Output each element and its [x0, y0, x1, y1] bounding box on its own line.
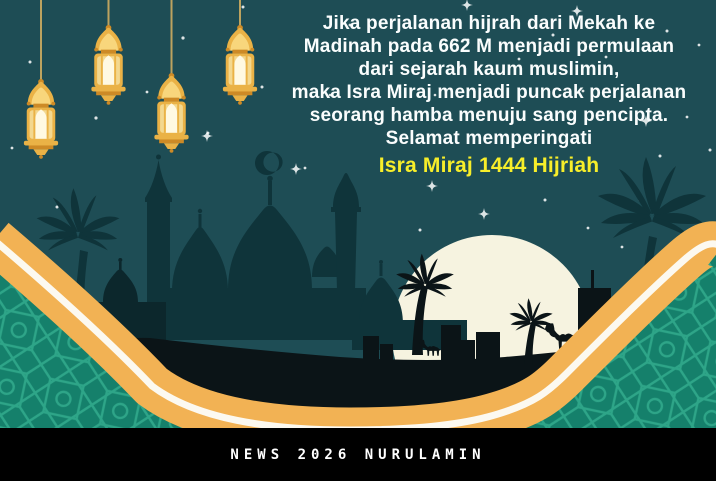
greeting-line: seorang hamba menuju sang pencipta. — [309, 105, 669, 126]
greeting-line: Madinah pada 662 M menjadi permulaan — [303, 36, 675, 57]
greeting-line: maka Isra Miraj menjadi puncak perjalanan — [291, 82, 687, 103]
greeting-line: Jika perjalanan hijrah dari Mekah ke — [322, 13, 656, 34]
footer-bar — [0, 428, 716, 481]
event-title: Isra Miraj 1444 Hijriah — [378, 154, 600, 177]
greeting-text — [256, 12, 716, 178]
greeting-line: Selamat memperingati — [385, 128, 593, 149]
footer-credit: NEWS 2026 NURULAMIN — [230, 446, 486, 463]
greeting-line: dari sejarah kaum muslimin, — [358, 59, 620, 80]
